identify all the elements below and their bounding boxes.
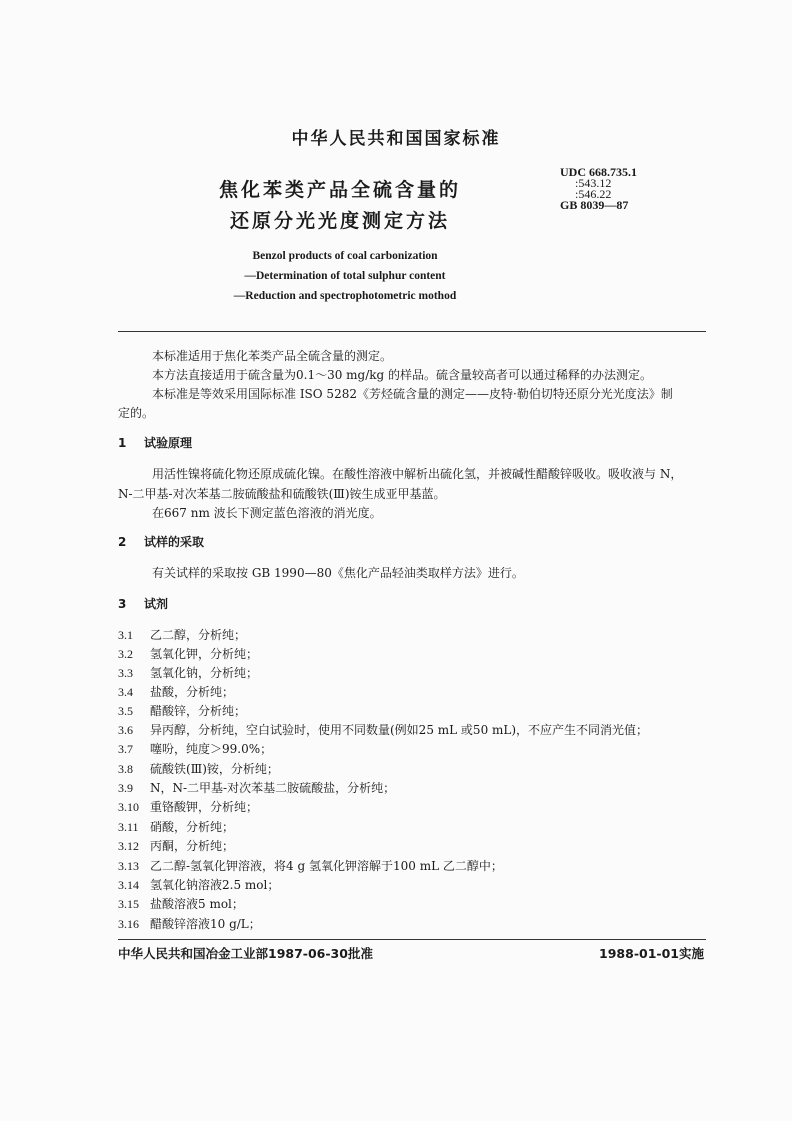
reagent-item: 3.14 氢氧化钠溶液2.5 mol； (118, 878, 280, 892)
section-2-paragraph-1: 有关试样的采取按 GB 1990—80《焦化产品轻油类取样方法》进行。 (152, 566, 524, 580)
reagent-item: 3.3 氢氧化钠，分析纯； (118, 666, 259, 680)
udc-line-2: :543.12 (560, 176, 612, 190)
section-3-heading (118, 595, 168, 612)
section-1-heading (118, 434, 192, 451)
reagent-item: 3.2 氢氧化钾，分析纯； (118, 647, 259, 661)
approval-note: 中华人民共和国冶金工业部1987-06-30批准 (118, 946, 373, 961)
reagent-item: 3.8 硫酸铁(Ⅲ)铵，分析纯； (118, 762, 279, 776)
reagent-item: 3.6 异丙醇，分析纯，空白试验时，使用不同数量(例如25 mL 或50 mL)，不应产生不同消光值； (118, 723, 649, 737)
udc-line-1: UDC 668.735.1 (560, 165, 637, 179)
intro-paragraph-3: 本标准是等效采用国际标准 ISO 5282《芳烃硫含量的测定——皮特·勒伯切特还原分光光度法》制 (152, 387, 673, 401)
english-title-line-3: —Reduction and spectrophotometric mothod (233, 290, 457, 302)
intro-paragraph-1: 本标准适用于焦化苯类产品全硫含量的测定。 (152, 349, 393, 363)
udc-line-3: :546.22 (560, 187, 612, 201)
udc-block (560, 167, 637, 211)
section-2-heading (118, 533, 204, 550)
reagent-item: 3.5 醋酸锌，分析纯； (118, 704, 247, 718)
top-divider (118, 331, 706, 332)
section-1-paragraph-1-cont: N-二甲基-对次苯基二胺硫酸盐和硫酸铁(Ⅲ)铵生成亚甲基蓝。 (118, 487, 446, 501)
standard-org-header: 中华人民共和国国家标准 (291, 129, 501, 149)
section-title: 试样的采取 (144, 535, 205, 549)
reagent-item: 3.4 盐酸，分析纯； (118, 685, 235, 699)
effective-date: 1988-01-01实施 (599, 946, 704, 961)
reagent-item: 3.12 丙酮，分析纯； (118, 839, 235, 853)
footer-divider (118, 939, 706, 940)
intro-paragraph-3-cont: 定的。 (118, 406, 155, 420)
reagent-item: 3.16 醋酸锌溶液10 g/L； (118, 917, 261, 931)
section-1-paragraph-1: 用活性镍将硫化物还原成硫化镍。在酸性溶液中解析出硫化氢，并被碱性醋酸锌吸收。吸收液与 N， (152, 467, 683, 481)
reagent-item: 3.15 盐酸溶液5 mol； (118, 897, 244, 911)
intro-paragraph-2: 本方法直接适用于硫含量为0.1～30 mg/kg 的样品。硫含量较高者可以通过稀释的办法测定。 (152, 368, 653, 382)
gb-number: GB 8039—87 (560, 198, 629, 212)
reagent-item: 3.7 噻吩，纯度＞99.0%； (118, 742, 273, 756)
section-number: 2 (118, 535, 127, 549)
section-title: 试剂 (144, 597, 169, 611)
section-number: 3 (118, 597, 127, 611)
reagent-item: 3.1 乙二醇，分析纯； (118, 628, 247, 642)
reagent-item: 3.10 重铬酸钾，分析纯； (118, 800, 259, 814)
title-line-1: 焦化苯类产品全硫含量的 (218, 179, 461, 201)
section-number: 1 (118, 436, 127, 450)
english-title-line-2: —Determination of total sulphur content (244, 270, 446, 282)
english-title (180, 246, 510, 306)
section-title: 试验原理 (144, 436, 193, 450)
title-line-2: 还原分光光度测定方法 (229, 210, 450, 232)
english-title-line-1: Benzol products of coal carbonization (252, 250, 438, 262)
section-1-paragraph-2: 在667 nm 波长下测定蓝色溶液的消光度。 (152, 506, 382, 520)
reagent-item: 3.9 N，N-二甲基-对次苯基二胺硫酸盐，分析纯； (118, 781, 396, 795)
reagent-item: 3.13 乙二醇-氢氧化钾溶液，将4 g 氢氧化钾溶解于100 mL 乙二醇中； (118, 859, 503, 873)
reagent-item: 3.11 硝酸，分析纯； (118, 820, 235, 834)
